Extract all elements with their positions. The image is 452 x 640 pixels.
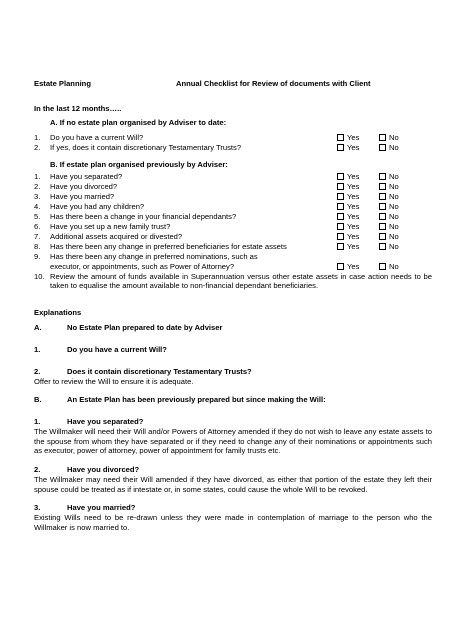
checkbox-icon xyxy=(379,263,386,270)
checklist-row: 1. Have you separated? Yes No xyxy=(34,171,399,181)
checkbox-icon xyxy=(379,134,386,141)
explanation-b-heading: B. An Estate Plan has been previously prepared but since making the Will: xyxy=(34,395,326,405)
checkbox-icon xyxy=(337,183,344,190)
explanations xyxy=(34,308,432,532)
section-b-title: B. If estate plan organised previously by Adviser: xyxy=(50,160,228,169)
explanation-heading: 2. Does it contain discretionary Testamentary Trusts? xyxy=(34,366,252,376)
explanations-title: Explanations xyxy=(34,308,82,317)
no-checkbox[interactable]: No xyxy=(379,172,399,182)
checkbox-icon xyxy=(337,203,344,210)
no-checkbox[interactable]: No xyxy=(379,242,399,252)
no-checkbox[interactable]: No xyxy=(379,202,399,212)
yes-checkbox[interactable]: Yes xyxy=(337,222,359,232)
explanation-heading: 2. Have you divorced? xyxy=(34,464,140,474)
checkbox-icon xyxy=(337,173,344,180)
checkbox-icon xyxy=(379,183,386,190)
yes-checkbox[interactable]: Yes xyxy=(337,212,359,222)
checkbox-icon xyxy=(337,233,344,240)
yes-checkbox[interactable]: Yes xyxy=(337,232,359,242)
no-checkbox[interactable]: No xyxy=(379,222,399,232)
explanation-text: Offer to review the Will to ensure it is adequate. xyxy=(34,376,194,386)
checklist-item-10: 10. Review the amount of funds available in Superannuation versus other estate assets in case action needs to be taken to equalise the amount available to non-financial dependant beneficiaries. xyxy=(34,271,432,291)
section-a-title: A. If no estate plan organised by Adviser to date: xyxy=(50,118,227,127)
explanation-heading: 1. Do you have a current Will? xyxy=(34,344,167,354)
yes-checkbox[interactable]: Yes xyxy=(337,143,359,153)
checkbox-icon xyxy=(337,223,344,230)
yes-checkbox[interactable]: Yes xyxy=(337,172,359,182)
checklist-row: 2. Have you divorced? Yes No xyxy=(34,181,399,191)
no-checkbox[interactable]: No xyxy=(379,133,399,143)
checkbox-icon xyxy=(337,263,344,270)
checklist-row: 8. Has there been any change in preferred beneficiaries for estate assets Yes No xyxy=(34,241,399,251)
explanation-a-heading: A. No Estate Plan prepared to date by Adviser xyxy=(34,322,223,332)
no-checkbox[interactable]: No xyxy=(379,212,399,222)
checklist-row: 3. Have you married? Yes No xyxy=(34,191,399,201)
section-b xyxy=(34,160,432,291)
explanation-text: The Willmaker may need their Will amended if they have divorced, as either that portion of the estate they left their spouse could be treated as if intestate or, in some states, could cause the whole Will to be revoked. xyxy=(34,474,432,494)
checkbox-icon xyxy=(337,213,344,220)
intro-heading: In the last 12 months….. xyxy=(34,104,122,113)
explanation-heading: 3. Have you married? xyxy=(34,503,136,513)
checklist-row: 7. Additional assets acquired or divested? Yes No xyxy=(34,231,399,241)
checkbox-icon xyxy=(337,144,344,151)
document-header xyxy=(34,79,432,89)
section-a xyxy=(34,118,432,153)
checkbox-icon xyxy=(337,134,344,141)
explanation-heading: 1. Have you separated? xyxy=(34,417,144,427)
header-title: Estate Planning xyxy=(34,79,91,88)
checkbox-icon xyxy=(379,144,386,151)
checkbox-icon xyxy=(379,173,386,180)
checklist-row: 9. Has there been any change in preferred nominations, such as xyxy=(34,251,258,261)
checkbox-icon xyxy=(379,213,386,220)
checkbox-icon xyxy=(379,223,386,230)
explanation-text: The Willmaker will need their Will and/or Powers of Attorney amended if they do not wish to leave any estate assets to the spouse from whom they have separated or if they need to change any of their nominations or appointments such as executor, power of attorney, power of appointment for family trusts etc. xyxy=(34,427,432,456)
yes-checkbox[interactable]: Yes xyxy=(337,192,359,202)
checkbox-icon xyxy=(379,193,386,200)
checkbox-icon xyxy=(379,233,386,240)
no-checkbox[interactable]: No xyxy=(379,192,399,202)
yes-checkbox[interactable]: Yes xyxy=(337,133,359,143)
header-subtitle: Annual Checklist for Review of documents with Client xyxy=(176,79,371,88)
checklist-row: 6. Have you set up a new family trust? Yes No xyxy=(34,221,399,231)
yes-checkbox[interactable]: Yes xyxy=(337,262,359,272)
checklist-row: 2. If yes, does it contain discretionary Testamentary Trusts? Yes No xyxy=(34,142,399,152)
checklist-row: executor, or appointments, such as Power of Attorney? Yes No xyxy=(50,261,399,271)
checklist-row: 5. Has there been a change in your financial dependants? Yes No xyxy=(34,211,399,221)
no-checkbox[interactable]: No xyxy=(379,232,399,242)
checkbox-icon xyxy=(379,203,386,210)
explanation-text: Existing Wills need to be re-drawn unless they were made in contemplation of marriage to the person who the Willmaker is now married to. xyxy=(34,513,432,532)
checkbox-icon xyxy=(337,193,344,200)
yes-checkbox[interactable]: Yes xyxy=(337,202,359,212)
no-checkbox[interactable]: No xyxy=(379,182,399,192)
no-checkbox[interactable]: No xyxy=(379,143,399,153)
checkbox-icon xyxy=(337,243,344,250)
yes-checkbox[interactable]: Yes xyxy=(337,182,359,192)
no-checkbox[interactable]: No xyxy=(379,262,399,272)
yes-checkbox[interactable]: Yes xyxy=(337,242,359,252)
checklist-row: 1. Do you have a current Will? Yes No xyxy=(34,132,399,142)
checklist-row: 4. Have you had any children? Yes No xyxy=(34,201,399,211)
checkbox-icon xyxy=(379,243,386,250)
